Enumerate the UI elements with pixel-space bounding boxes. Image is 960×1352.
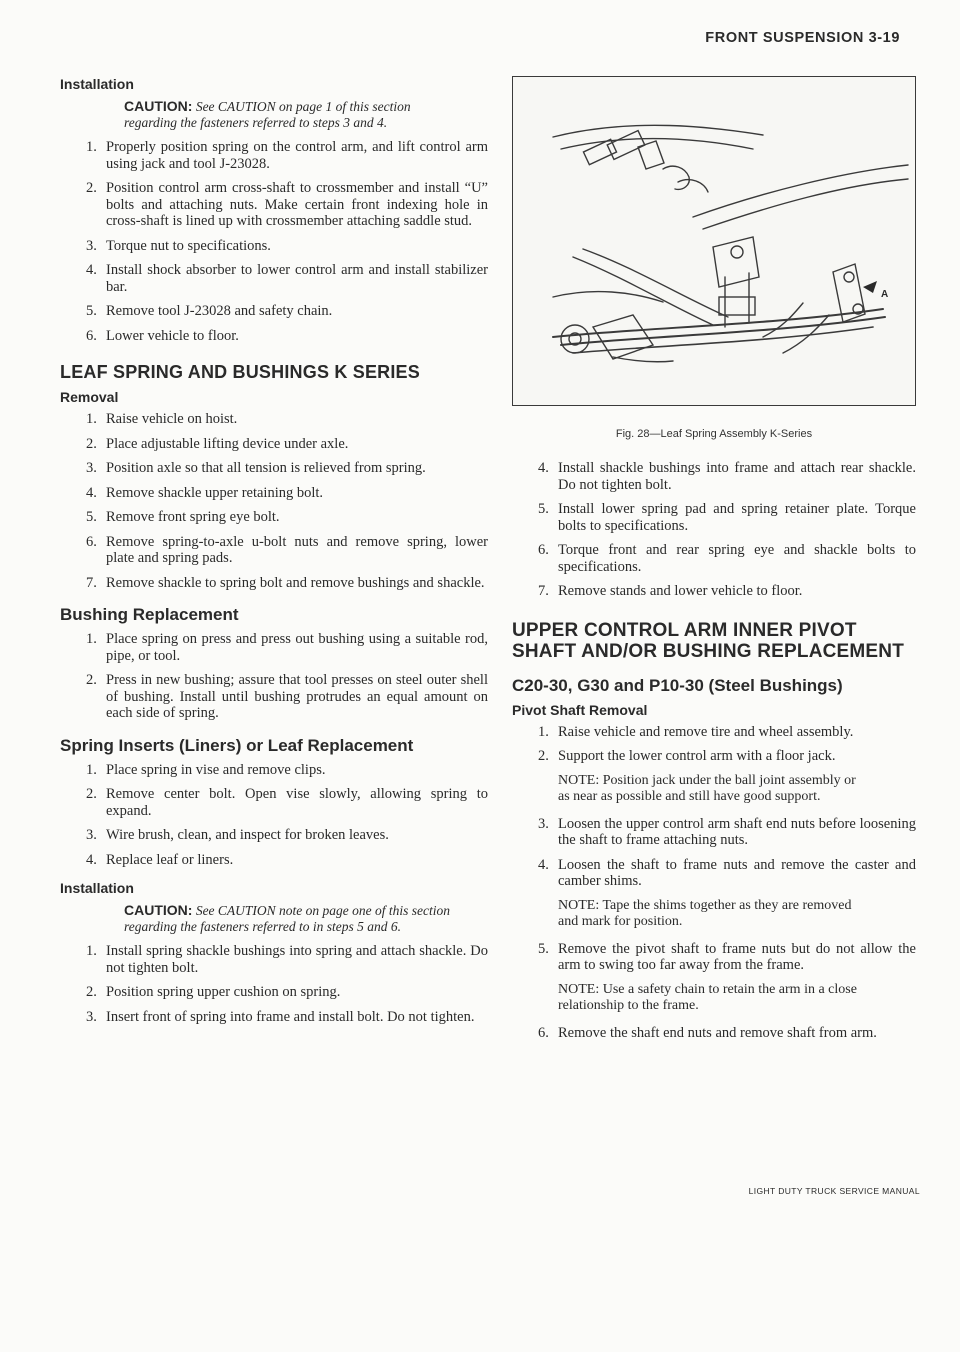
list-item: 2. Position spring upper cushion on spring. <box>86 984 341 1000</box>
caution-note <box>124 98 488 131</box>
list-item: 6. Torque front and rear spring eye and shackle bolts to specifications. <box>538 542 916 575</box>
installation-heading-2: Installation <box>60 880 134 896</box>
leaf-spring-assembly-drawing <box>513 77 914 404</box>
running-head: FRONT SUSPENSION 3-19 <box>705 30 900 46</box>
pivot-steps-cont-2 <box>512 941 916 974</box>
list-item: 2. Press in new bushing; assure that tool presses on steel outer shell of bushing. Install until bushing protrudes an equal amount on each side of spring. <box>86 672 488 721</box>
list-item: 4. Install shock absorber to lower control arm and install stabilizer bar. <box>86 262 488 295</box>
caution-note-2 <box>124 902 488 935</box>
steel-bushings-heading: C20-30, G30 and P10-30 (Steel Bushings) <box>512 675 843 695</box>
list-item: 7. Remove shackle to spring bolt and remove bushings and shackle. <box>86 574 485 591</box>
figure-illustration <box>512 76 916 406</box>
list-item: 2. Support the lower control arm with a floor jack. <box>538 748 836 764</box>
installation-heading: Installation <box>60 76 134 92</box>
list-item: 1. Place spring in vise and remove clips. <box>86 761 326 778</box>
removal-steps <box>60 411 488 591</box>
list-item: 7. Remove stands and lower vehicle to floor. <box>538 583 803 599</box>
note: NOTE: Use a safety chain to retain the arm in a close relationship to the frame. <box>558 981 857 1013</box>
note: NOTE: Tape the shims together as they are removed and mark for position. <box>558 897 852 929</box>
note: NOTE: Position jack under the ball joint assembly or as near as possible and still have good support. <box>558 772 856 804</box>
list-item: 3. Wire brush, clean, and inspect for broken leaves. <box>86 827 389 843</box>
left-column <box>60 76 488 1033</box>
list-item: 2. Place adjustable lifting device under axle. <box>86 435 349 452</box>
removal-heading: Removal <box>60 389 119 405</box>
callout-label: A <box>881 289 889 300</box>
bushing-steps <box>60 631 488 722</box>
list-item: 1. Raise vehicle on hoist. <box>86 411 238 427</box>
list-item: 5. Remove front spring eye bolt. <box>86 509 280 525</box>
list-item: 6. Remove the shaft end nuts and remove shaft from arm. <box>538 1024 877 1041</box>
upper-control-arm-heading: UPPER CONTROL ARM INNER PIVOT SHAFT AND/OR BUSHING REPLACEMENT <box>512 619 905 662</box>
pivot-steps-cont <box>512 816 916 890</box>
list-item: 1. Raise vehicle and remove tire and wheel assembly. <box>538 723 854 740</box>
list-item: 4. Loosen the shaft to frame nuts and remove the caster and camber shims. <box>538 856 916 889</box>
list-item: 5. Remove tool J-23028 and safety chain. <box>86 303 333 319</box>
figure-caption: Fig. 28—Leaf Spring Assembly K-Series <box>615 428 813 440</box>
list-item: 2. Remove center bolt. Open vise slowly, allowing spring to expand. <box>86 786 488 819</box>
list-item: 3. Position axle so that all tension is relieved from spring. <box>86 460 426 476</box>
continued-steps <box>512 460 916 600</box>
list-item: 3. Loosen the upper control arm shaft end nuts before loosening the shaft to frame attaching nuts. <box>538 815 916 848</box>
list-item: 1. Place spring on press and press out bushing using a suitable rod, pipe, or tool. <box>86 631 488 664</box>
caution-label: CAUTION: <box>124 902 193 918</box>
list-item: 5. Remove the pivot shaft to frame nuts but do not allow the arm to swing too far away from the frame. <box>538 940 916 973</box>
list-item: 5. Install lower spring pad and spring retainer plate. Torque bolts to specifications. <box>538 501 916 534</box>
list-item: 6. Remove spring-to-axle u-bolt nuts and remove spring, lower plate and spring pads. <box>86 533 488 566</box>
list-item: 6. Lower vehicle to floor. <box>86 327 239 344</box>
caution-text: See CAUTION on page 1 of this section regarding the fasteners referred to steps 3 and 4. <box>124 99 411 130</box>
callout-arrow <box>863 281 877 293</box>
list-item: 4. Remove shackle upper retaining bolt. <box>86 484 324 501</box>
list-item: 1. Properly position spring on the control arm, and lift control arm using jack and tool J-23028. <box>86 139 488 172</box>
list-item: 1. Install spring shackle bushings into spring and attach shackle. Do not tighten bolt. <box>86 943 488 976</box>
caution-text: See CAUTION note on page one of this section regarding the fasteners referred to in steps 5 and 6. <box>124 903 451 934</box>
spring-inserts-heading: Spring Inserts (Liners) or Leaf Replacement <box>60 735 414 755</box>
leaf-spring-heading: LEAF SPRING AND BUSHINGS K SERIES <box>60 362 420 382</box>
list-item: 3. Torque nut to specifications. <box>86 237 271 254</box>
right-column <box>512 76 916 1049</box>
installation-steps <box>60 139 488 344</box>
inserts-steps <box>60 762 488 869</box>
pivot-steps <box>512 724 916 765</box>
pivot-steps-cont-3 <box>512 1025 916 1042</box>
list-item: 2. Position control arm cross-shaft to crossmember and install “U” bolts and attaching nuts. Make certain front indexing hole in cross-shaft is lined up with crossmember attaching saddle stud. <box>86 180 488 229</box>
footer: LIGHT DUTY TRUCK SERVICE MANUAL <box>748 1186 920 1196</box>
list-item: 4. Install shackle bushings into frame and attach rear shackle. Do not tighten bolt. <box>538 460 916 493</box>
bushing-replacement-heading: Bushing Replacement <box>60 605 239 624</box>
caution-label: CAUTION: <box>124 98 193 114</box>
pivot-shaft-removal-heading: Pivot Shaft Removal <box>512 701 648 718</box>
list-item: 3. Insert front of spring into frame and install bolt. Do not tighten. <box>86 1008 475 1025</box>
installation-steps-2 <box>60 943 488 1025</box>
list-item: 4. Replace leaf or liners. <box>86 851 234 868</box>
